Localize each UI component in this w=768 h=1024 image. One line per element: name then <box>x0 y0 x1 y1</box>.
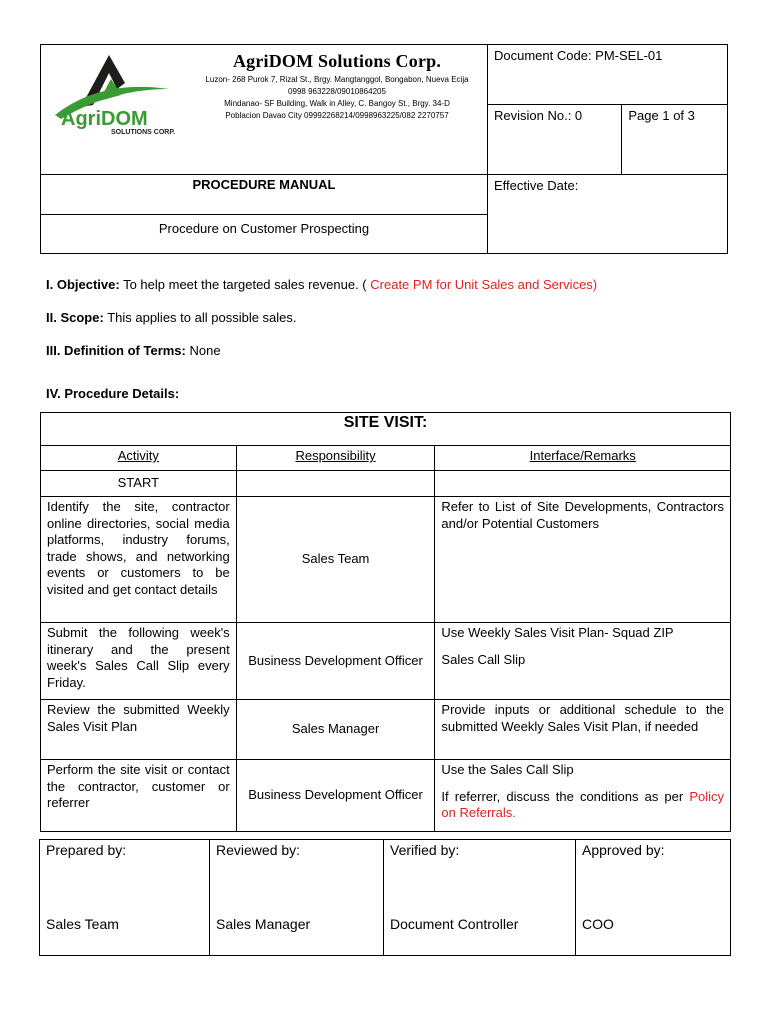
responsibility-cell: Sales Team <box>236 497 435 623</box>
empty-cell <box>236 471 435 497</box>
logo-subtext: SOLUTIONS CORP. <box>111 129 176 136</box>
approval-name: Sales Manager <box>216 916 311 932</box>
table-row <box>41 700 731 760</box>
company-name: AgriDOM Solutions Corp. <box>232 51 442 71</box>
remarks-cell <box>435 623 731 700</box>
procedure-line <box>46 386 179 401</box>
procedure-label: IV. Procedure Details: <box>46 386 180 401</box>
responsibility-cell: Business Development Officer <box>236 623 435 700</box>
objective-line <box>46 277 597 292</box>
responsibility-cell: Business Development Officer <box>236 760 435 832</box>
company-info-cell <box>41 45 488 175</box>
logo-text: AgriDOM <box>61 108 148 130</box>
manual-title-cell <box>41 175 488 214</box>
scope-text: This applies to all possible sales. <box>107 310 297 325</box>
column-header-responsibility: Responsibility <box>236 446 435 471</box>
remarks-cell <box>435 497 731 623</box>
approval-label: Reviewed by: <box>216 842 301 858</box>
effective-date: Effective Date: <box>494 178 579 194</box>
remarks-cell <box>435 700 731 760</box>
manual-title: PROCEDURE MANUAL <box>192 177 336 193</box>
definition-text: None <box>189 343 221 358</box>
approval-table <box>39 839 731 956</box>
remarks-text: Refer to List of Site Developments, Contractors and/or Potential Customers <box>441 499 724 531</box>
approval-name: COO <box>582 916 614 932</box>
remarks-text: Use the Sales Call Slip <box>441 762 574 777</box>
objective-label: I. Objective: <box>46 277 120 292</box>
phone-line: 0998 963228/09010864205 <box>288 87 386 96</box>
table-row <box>41 623 731 700</box>
activity-cell: Identify the site, contractor online directories, social media platforms, industry forums, trade shows, and networking events or customers to be visited and get contact details <box>41 497 237 623</box>
column-header-remarks: Interface/Remarks <box>435 446 731 471</box>
site-visit-table <box>40 412 731 832</box>
manual-subtitle: Procedure on Customer Prospecting <box>158 220 370 236</box>
remarks-cell <box>435 760 731 832</box>
definition-label: III. Definition of Terms: <box>46 343 186 358</box>
remarks-text: Provide inputs or additional schedule to the submitted Weekly Sales Visit Plan, if needed <box>441 702 724 734</box>
document-code-cell <box>488 45 728 105</box>
policy-reference: Policy on Referrals. <box>441 788 724 820</box>
column-header-activity: Activity <box>41 446 237 471</box>
revision-number: Revision No.: 0 <box>494 108 583 124</box>
table-row <box>41 760 731 832</box>
approval-cell-approved <box>576 840 731 956</box>
scope-label: II. Scope: <box>46 310 104 325</box>
remarks-text: Use Weekly Sales Visit Plan- Squad ZIP <box>441 625 674 640</box>
approval-cell-verified <box>384 840 576 956</box>
activity-cell: Review the submitted Weekly Sales Visit Plan <box>41 700 237 760</box>
approval-name: Sales Team <box>46 916 119 932</box>
remarks-text-plain: If referrer, discuss the conditions as per <box>441 788 684 804</box>
responsibility-cell: Sales Manager <box>236 700 435 760</box>
scope-line <box>46 310 297 325</box>
definition-line <box>46 343 221 358</box>
site-visit-title: SITE VISIT: <box>41 413 731 446</box>
table-row <box>41 497 731 623</box>
manual-subtitle-cell <box>41 214 488 253</box>
company-block <box>193 51 481 120</box>
page-cell <box>622 105 728 175</box>
objective-text: To help meet the targeted sales revenue. ( <box>123 277 367 292</box>
activity-cell: Perform the site visit or contact the contractor, customer or referrer <box>41 760 237 832</box>
approval-cell-reviewed <box>210 840 384 956</box>
empty-cell <box>435 471 731 497</box>
activity-cell: Submit the following week's itinerary and the present week's Sales Call Slip every Friday. <box>41 623 237 700</box>
objective-note: Create PM for Unit Sales and Services) <box>370 277 598 292</box>
approval-label: Prepared by: <box>46 842 127 858</box>
address-line: Luzon- 268 Purok 7, Rizal St., Brgy. Mangtanggol, Bongabon, Nueva Ecija <box>205 75 469 84</box>
effective-date-cell <box>488 175 728 254</box>
approval-label: Approved by: <box>582 842 665 858</box>
revision-cell <box>488 105 622 175</box>
remarks-text-secondary <box>441 789 724 822</box>
page-number: Page 1 of 3 <box>628 108 695 124</box>
document-code: Document Code: PM-SEL-01 <box>494 48 663 63</box>
remarks-text-secondary: Sales Call Slip <box>441 651 526 667</box>
table-row <box>41 471 731 497</box>
approval-label: Verified by: <box>390 842 460 858</box>
start-cell: START <box>41 471 237 497</box>
address-line: Mindanao- SF Building, Walk in Alley, C. Bangoy St., Brgy. 34-D <box>224 99 450 108</box>
approval-cell-prepared <box>40 840 210 956</box>
document-header <box>40 44 728 254</box>
approval-name: Document Controller <box>390 916 519 932</box>
agridom-logo <box>51 49 179 135</box>
address-line: Poblacion Davao City 09992268214/0998963225/082 2270757 <box>225 111 449 120</box>
